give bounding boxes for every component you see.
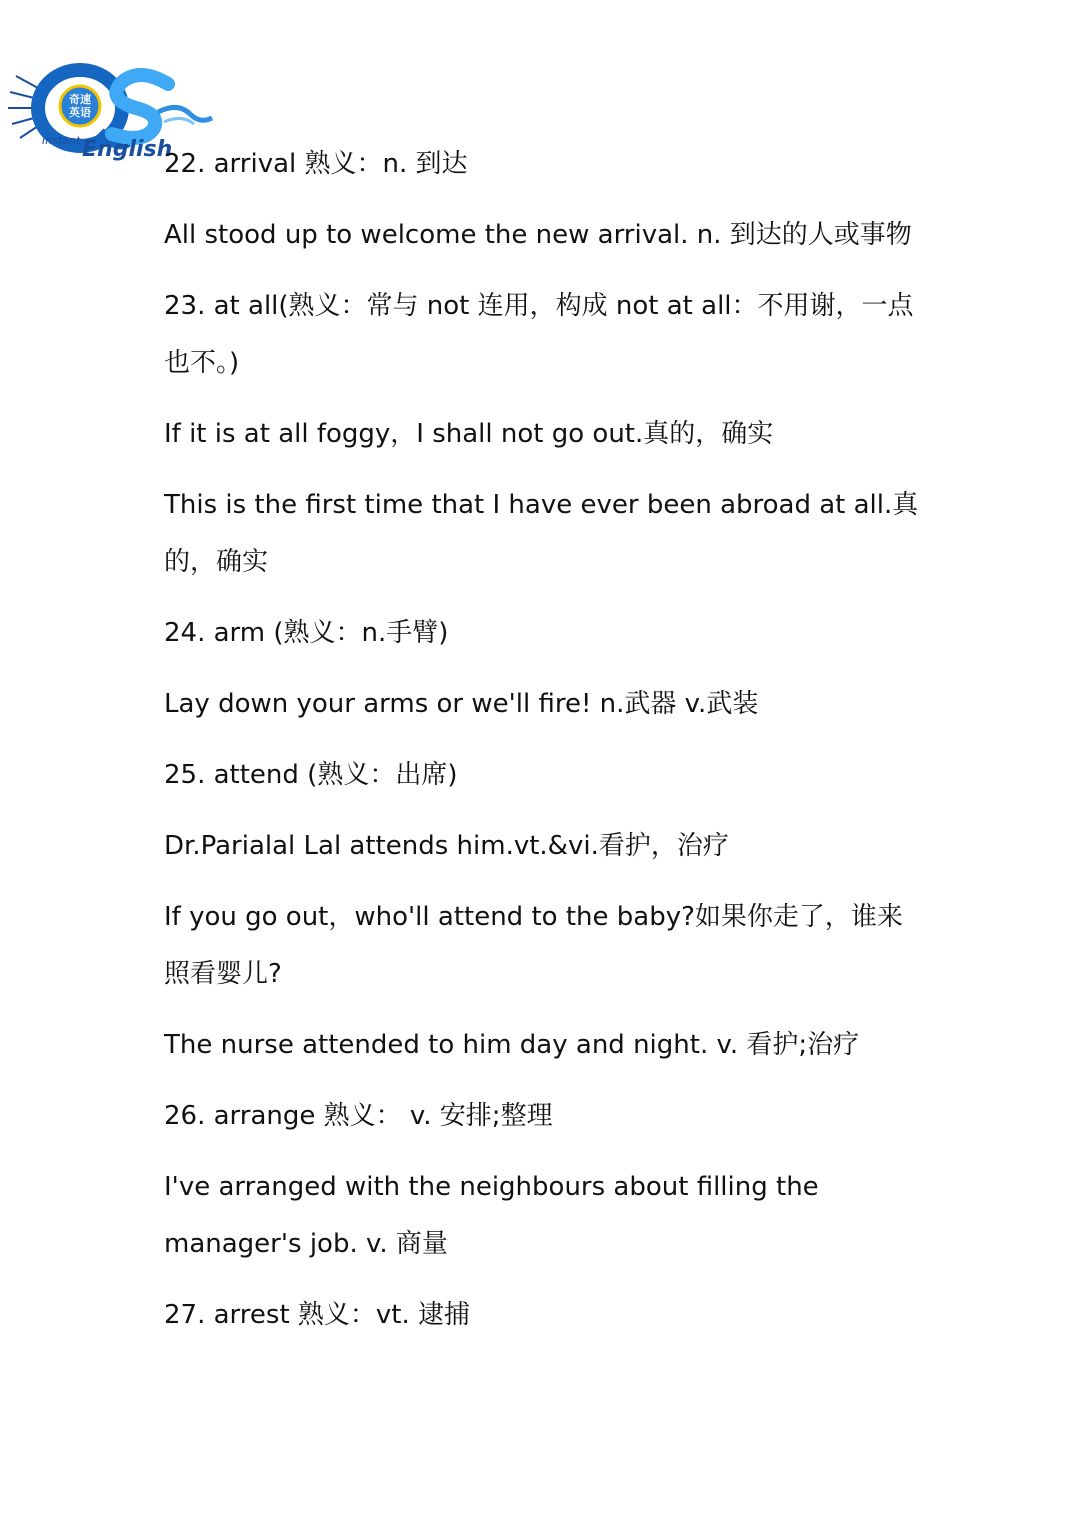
vocab-entry <box>164 676 924 733</box>
entry-line: All stood up to welcome the new arrival. n. 到达的人或事物 <box>164 220 912 250</box>
vocab-entry <box>164 1017 924 1074</box>
entry-line: If it is at all foggy，I shall not go out.真的，确实 <box>164 419 774 449</box>
entry-gap <box>164 264 924 278</box>
entry-line: If you go out，who'll attend to the baby?如果你走了，谁来 <box>164 902 903 932</box>
entry-gap <box>164 193 924 207</box>
vocab-entry <box>164 207 924 264</box>
entry-line: This is the first time that I have ever been abroad at all.真 <box>164 490 919 520</box>
entry-line: The nurse attended to him day and night. v. 看护;治疗 <box>164 1030 860 1060</box>
entry-line: 24. arm (熟义：n.手臂) <box>164 618 449 648</box>
vocab-entry <box>164 747 924 804</box>
vocab-entry <box>164 605 924 662</box>
entry-line: 也不。) <box>164 348 240 378</box>
svg-text:奇速: 奇速 <box>69 93 91 106</box>
entry-gap <box>164 591 924 605</box>
vocab-entry <box>164 889 924 1003</box>
entry-gap <box>164 392 924 406</box>
logo-instant-text: Instant <box>42 134 81 147</box>
entry-gap <box>164 1273 924 1287</box>
entry-line: 27. arrest 熟义：vt. 逮捕 <box>164 1300 471 1330</box>
entry-line: 25. attend (熟义：出席) <box>164 760 458 790</box>
vocab-entry <box>164 406 924 463</box>
entry-gap <box>164 733 924 747</box>
entry-gap <box>164 804 924 818</box>
entry-line: Lay down your arms or we'll fire! n.武器 v.武装 <box>164 689 759 719</box>
vocab-entry <box>164 1287 924 1344</box>
entry-line: 22. arrival 熟义：n. 到达 <box>164 149 468 179</box>
logo-english-text: English <box>82 137 173 162</box>
entry-line: 照看婴儿? <box>164 959 282 989</box>
vocab-entry <box>164 1088 924 1145</box>
vocab-entry <box>164 477 924 591</box>
entry-line: 的，确实 <box>164 547 269 577</box>
entry-line: 26. arrange 熟义： v. 安排;整理 <box>164 1101 553 1131</box>
vocab-entry <box>164 136 924 193</box>
entry-gap <box>164 662 924 676</box>
svg-text:英语: 英语 <box>69 106 91 119</box>
entry-line: Dr.Parialal Lal attends him.vt.&vi.看护，治疗 <box>164 831 729 861</box>
entry-line: 23. at all(熟义：常与 not 连用，构成 not at all：不用谢，一点 <box>164 291 914 321</box>
entry-gap <box>164 875 924 889</box>
vocabulary-list <box>164 136 924 1344</box>
entry-gap <box>164 463 924 477</box>
entry-gap <box>164 1003 924 1017</box>
entry-gap <box>164 1074 924 1088</box>
entry-gap <box>164 1145 924 1159</box>
entry-line: I've arranged with the neighbours about filling the <box>164 1172 819 1202</box>
vocab-entry <box>164 818 924 875</box>
entry-line: manager's job. v. 商量 <box>164 1229 448 1259</box>
vocab-entry <box>164 278 924 392</box>
vocab-entry <box>164 1159 924 1273</box>
